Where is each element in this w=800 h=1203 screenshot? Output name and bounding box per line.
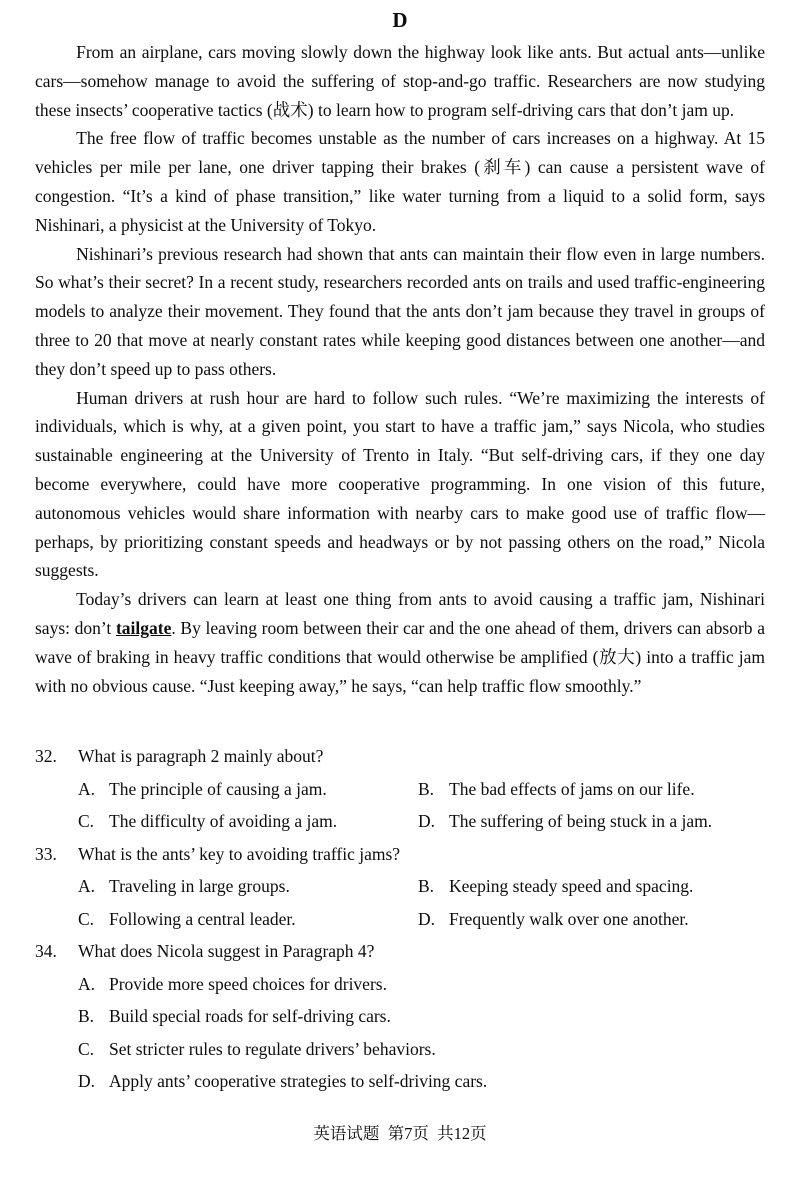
reading-passage	[35, 38, 765, 700]
question-33-text: What is the ants’ key to avoiding traffic jams?	[78, 843, 401, 864]
option-33-b-text: Keeping steady speed and spacing.	[449, 876, 694, 897]
question-32-options	[78, 773, 765, 838]
passage-paragraph-5	[35, 585, 765, 700]
option-34-a-label: A.	[78, 973, 96, 994]
option-33-b	[418, 870, 765, 903]
questions-section	[35, 740, 765, 1098]
option-34-d-label: D.	[78, 1071, 96, 1092]
option-33-d	[418, 903, 765, 936]
question-33-options	[78, 870, 765, 935]
option-32-d-label: D.	[418, 811, 436, 832]
option-33-c-text: Following a central leader.	[109, 908, 296, 929]
option-32-a	[78, 773, 418, 806]
option-32-a-text: The principle of causing a jam.	[109, 778, 327, 799]
passage-paragraph-3: Nishinari’s previous research had shown that ants can maintain their flow even in large numbers. So what’s their secret? In a recent study, researchers recorded ants on trails and used traffic-engineering models to analyze their movement. They found that the ants don’t jam because they travel in groups of three to 20 that move at nearly constant rates while keeping good distances between one another—and they don’t speed up to pass others.	[35, 243, 765, 379]
question-32-text: What is paragraph 2 mainly about?	[78, 746, 324, 767]
option-33-b-label: B.	[418, 876, 435, 897]
option-34-b-text: Build special roads for self-driving cars.	[109, 1006, 391, 1027]
option-32-b-label: B.	[418, 778, 435, 799]
option-32-d-text: The suffering of being stuck in a jam.	[449, 811, 713, 832]
question-33-number: 33.	[35, 843, 57, 864]
option-33-d-label: D.	[418, 908, 436, 929]
option-33-c	[78, 903, 418, 936]
passage-paragraph-2: The free flow of traffic becomes unstable as the number of cars increases on a highway. At 15 vehicles per mile per lane, one driver tapping their brakes (刹车) can cause a persistent wave of congestion. “It’s a kind of phase transition,” like water turning from a liquid to a solid form, says Nishinari, a physicist at the University of Tokyo.	[35, 128, 765, 235]
question-32	[35, 740, 765, 838]
option-34-b-label: B.	[78, 1006, 95, 1027]
option-33-c-label: C.	[78, 908, 95, 929]
option-34-c	[78, 1033, 765, 1066]
option-32-d	[418, 805, 765, 838]
option-34-d-text: Apply ants’ cooperative strategies to self-driving cars.	[109, 1071, 488, 1092]
option-34-d	[78, 1065, 765, 1098]
paragraph-5-text-pre: Today’s drivers can learn at least one thing from ants to avoid causing a traffic jam, Nishinari says: don’t	[35, 589, 765, 638]
option-32-b	[418, 773, 765, 806]
passage-paragraph-4: Human drivers at rush hour are hard to follow such rules. “We’re maximizing the interests of individuals, which is why, at a given point, you start to have a traffic jam,” says Nicola, who studies sustainable engineering at the University of Trento in Italy. “But self-driving cars, if they one day become everywhere, could have more cooperative programming. In one vision of this future, autonomous vehicles would share information with nearby cars to make good use of traffic flow—perhaps, by prioritizing constant speeds and headways or by not passing others on the road,” Nicola suggests.	[35, 387, 765, 581]
question-34-options	[78, 968, 765, 1098]
option-33-a-text: Traveling in large groups.	[109, 876, 290, 897]
section-label: D	[392, 8, 408, 32]
page-footer: 英语试题 第7页 共12页	[313, 1123, 487, 1143]
option-34-a-text: Provide more speed choices for drivers.	[109, 973, 387, 994]
option-32-c	[78, 805, 418, 838]
question-34-text: What does Nicola suggest in Paragraph 4?	[78, 941, 375, 962]
option-34-c-label: C.	[78, 1038, 95, 1059]
option-34-c-text: Set stricter rules to regulate drivers’ behaviors.	[109, 1038, 436, 1059]
option-32-a-label: A.	[78, 778, 96, 799]
question-34-number: 34.	[35, 941, 57, 962]
question-33	[35, 838, 765, 936]
option-32-b-text: The bad effects of jams on our life.	[449, 778, 695, 799]
passage-paragraph-1: From an airplane, cars moving slowly down the highway look like ants. But actual ants—unlike cars—somehow manage to avoid the suffering of stop-and-go traffic. Researchers are now studying these insects’ cooperative tactics (战术) to learn how to program self-driving cars that don’t jam up.	[35, 42, 765, 120]
option-33-a-label: A.	[78, 876, 96, 897]
option-32-c-label: C.	[78, 811, 95, 832]
option-34-a	[78, 968, 765, 1001]
option-32-c-text: The difficulty of avoiding a jam.	[109, 811, 338, 832]
question-32-number: 32.	[35, 746, 57, 767]
question-32-stem	[35, 740, 765, 773]
question-33-stem	[35, 838, 765, 871]
option-33-d-text: Frequently walk over one another.	[449, 908, 689, 929]
paragraph-5-text-post: . By leaving room between their car and the one ahead of them, drivers can absorb a wave of braking in heavy traffic conditions that would otherwise be amplified (放大) into a traffic jam with no obvious cause. “Just keeping away,” he says, “can help traffic flow smoothly.”	[35, 617, 765, 696]
question-34-stem	[35, 935, 765, 968]
question-34	[35, 935, 765, 1098]
option-34-b	[78, 1000, 765, 1033]
tailgate-underlined-term: tailgate	[115, 617, 172, 638]
option-33-a	[78, 870, 418, 903]
